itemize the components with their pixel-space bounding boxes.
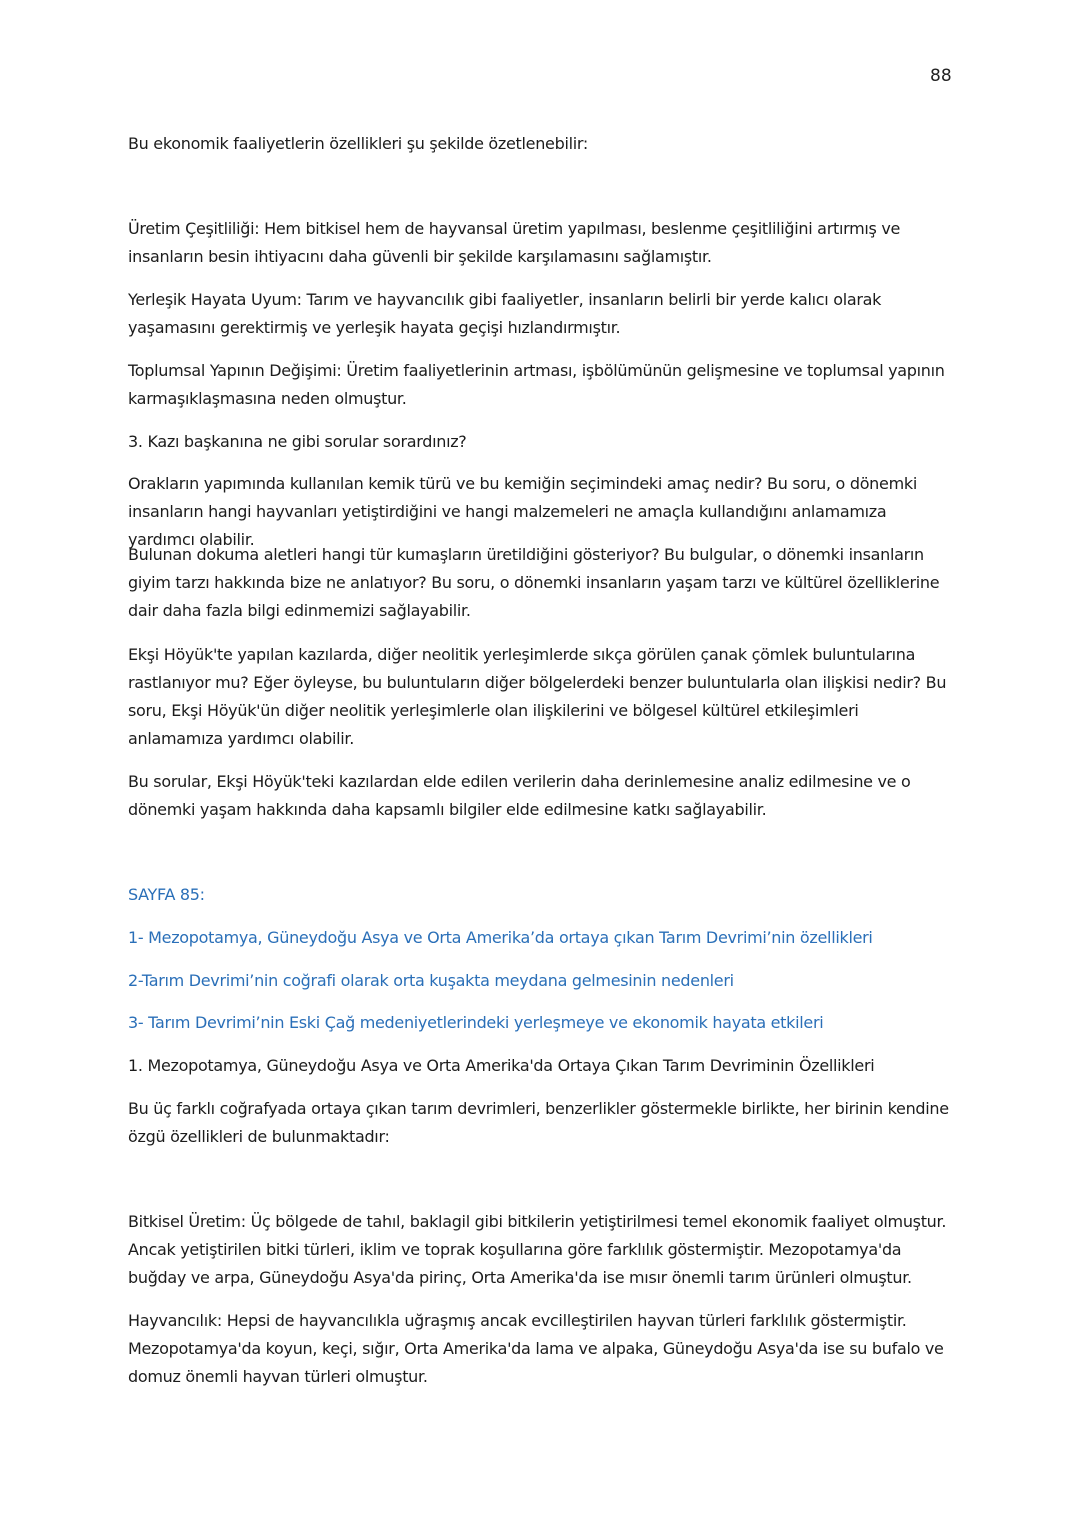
sub-intro: Bu üç farklı coğrafyada ortaya çıkan tarım devrimleri, benzerlikler göstermekle birlikte, her birinin kendine özgü özellikleri de bulunmaktadır: — [128, 1099, 949, 1146]
question-paragraph-sickles: Orakların yapımında kullanılan kemik türü ve bu kemiğin seçimindeki amaç nedir? Bu soru, o dönemki insanların hangi hayvanları yetiştirdiğini ve hangi malzemeleri ne amaçla kullandığını anlamamıza yardımcı olabilir. — [128, 474, 917, 549]
feature-social-structure: Toplumsal Yapının Değişimi: Üretim faaliyetlerinin artması, işbölümünün gelişmesine ve toplumsal yapının karmaşıklaşmasına neden olmuştur. — [128, 361, 945, 408]
feature-production-diversity: Üretim Çeşitliliği: Hem bitkisel hem de hayvansal üretim yapılması, beslenme çeşitliliğini artırmış ve insanların besin ihtiyacını daha güvenli bir şekilde karşılamasını sağlamıştır. — [128, 219, 901, 266]
topic-item-1: 1- Mezopotamya, Güneydoğu Asya ve Orta Amerika’da ortaya çıkan Tarım Devrimi’nin özellikleri — [128, 928, 873, 947]
detail-plant-production: Bitkisel Üretim: Üç bölgede de tahıl, baklagil gibi bitkilerin yetiştirilmesi temel ekonomik faaliyet olmuştur. Ancak yetiştirilen bitki türleri, iklim ve toprak koşullarına göre farklılık göstermiştir. Mezopotamya'da buğday ve arpa, Güneydoğu Asya'da pirinç, Orta Amerika'da ise mısır önemli tarım ürünleri olmuştur. — [128, 1212, 947, 1287]
question-paragraph-weaving: Bulunan dokuma aletleri hangi tür kumaşların üretildiğini gösteriyor? Bu bulgular, o dönemki insanların giyim tarzı hakkında bize ne anlatıyor? Bu soru, o dönemki insanların yaşam tarzı ve kültürel özelliklerine dair daha fazla bilgi edinmemizi sağlayabilir. — [128, 545, 940, 620]
feature-settled-life: Yerleşik Hayata Uyum: Tarım ve hayvancılık gibi faaliyetler, insanların belirli bir yerde kalıcı olarak yaşamasını gerektirmiş ve yerleşik hayata geçişi hızlandırmıştır. — [128, 290, 882, 337]
sub-heading: 1. Mezopotamya, Güneydoğu Asya ve Orta Amerika'da Ortaya Çıkan Tarım Devriminin Özellikleri — [128, 1056, 875, 1075]
detail-animal-husbandry: Hayvancılık: Hepsi de hayvancılıkla uğraşmış ancak evcilleştirilen hayvan türleri farklılık göstermiştir. Mezopotamya'da koyun, keçi, sığır, Orta Amerika'da lama ve alpaka, Güneydoğu Asya'da ise su bufalo ve domuz önemli hayvan türleri olmuştur. — [128, 1311, 944, 1386]
section-title: SAYFA 85: — [128, 885, 205, 904]
question-conclusion: Bu sorular, Ekşi Höyük'teki kazılardan elde edilen verilerin daha derinlemesine analiz edilmesine ve o dönemki yaşam hakkında daha kapsamlı bilgiler elde edilmesine katkı sağlayabilir. — [128, 772, 911, 819]
question-paragraph-pottery: Ekşi Höyük'te yapılan kazılarda, diğer neolitik yerleşimlerde sıkça görülen çanak çömlek buluntularına rastlanıyor mu? Eğer öyleyse, bu buluntuların diğer bölgelerdeki benzer buluntularla olan ilişkisi nedir? Bu soru, Ekşi Höyük'ün diğer neolitik yerleşimlerle olan ilişkilerini ve bölgesel kültürel etkileşimleri anlamamıza yardımcı olabilir. — [128, 645, 947, 748]
page-number: 88 — [930, 66, 952, 86]
intro-paragraph: Bu ekonomik faaliyetlerin özellikleri şu şekilde özetlenebilir: — [128, 134, 588, 153]
topic-item-2: 2-Tarım Devrimi’nin coğrafi olarak orta kuşakta meydana gelmesinin nedenleri — [128, 971, 734, 990]
topic-item-3: 3- Tarım Devrimi’nin Eski Çağ medeniyetlerindeki yerleşmeye ve ekonomik hayata etkileri — [128, 1013, 824, 1032]
question-heading: 3. Kazı başkanına ne gibi sorular sorardınız? — [128, 432, 467, 451]
